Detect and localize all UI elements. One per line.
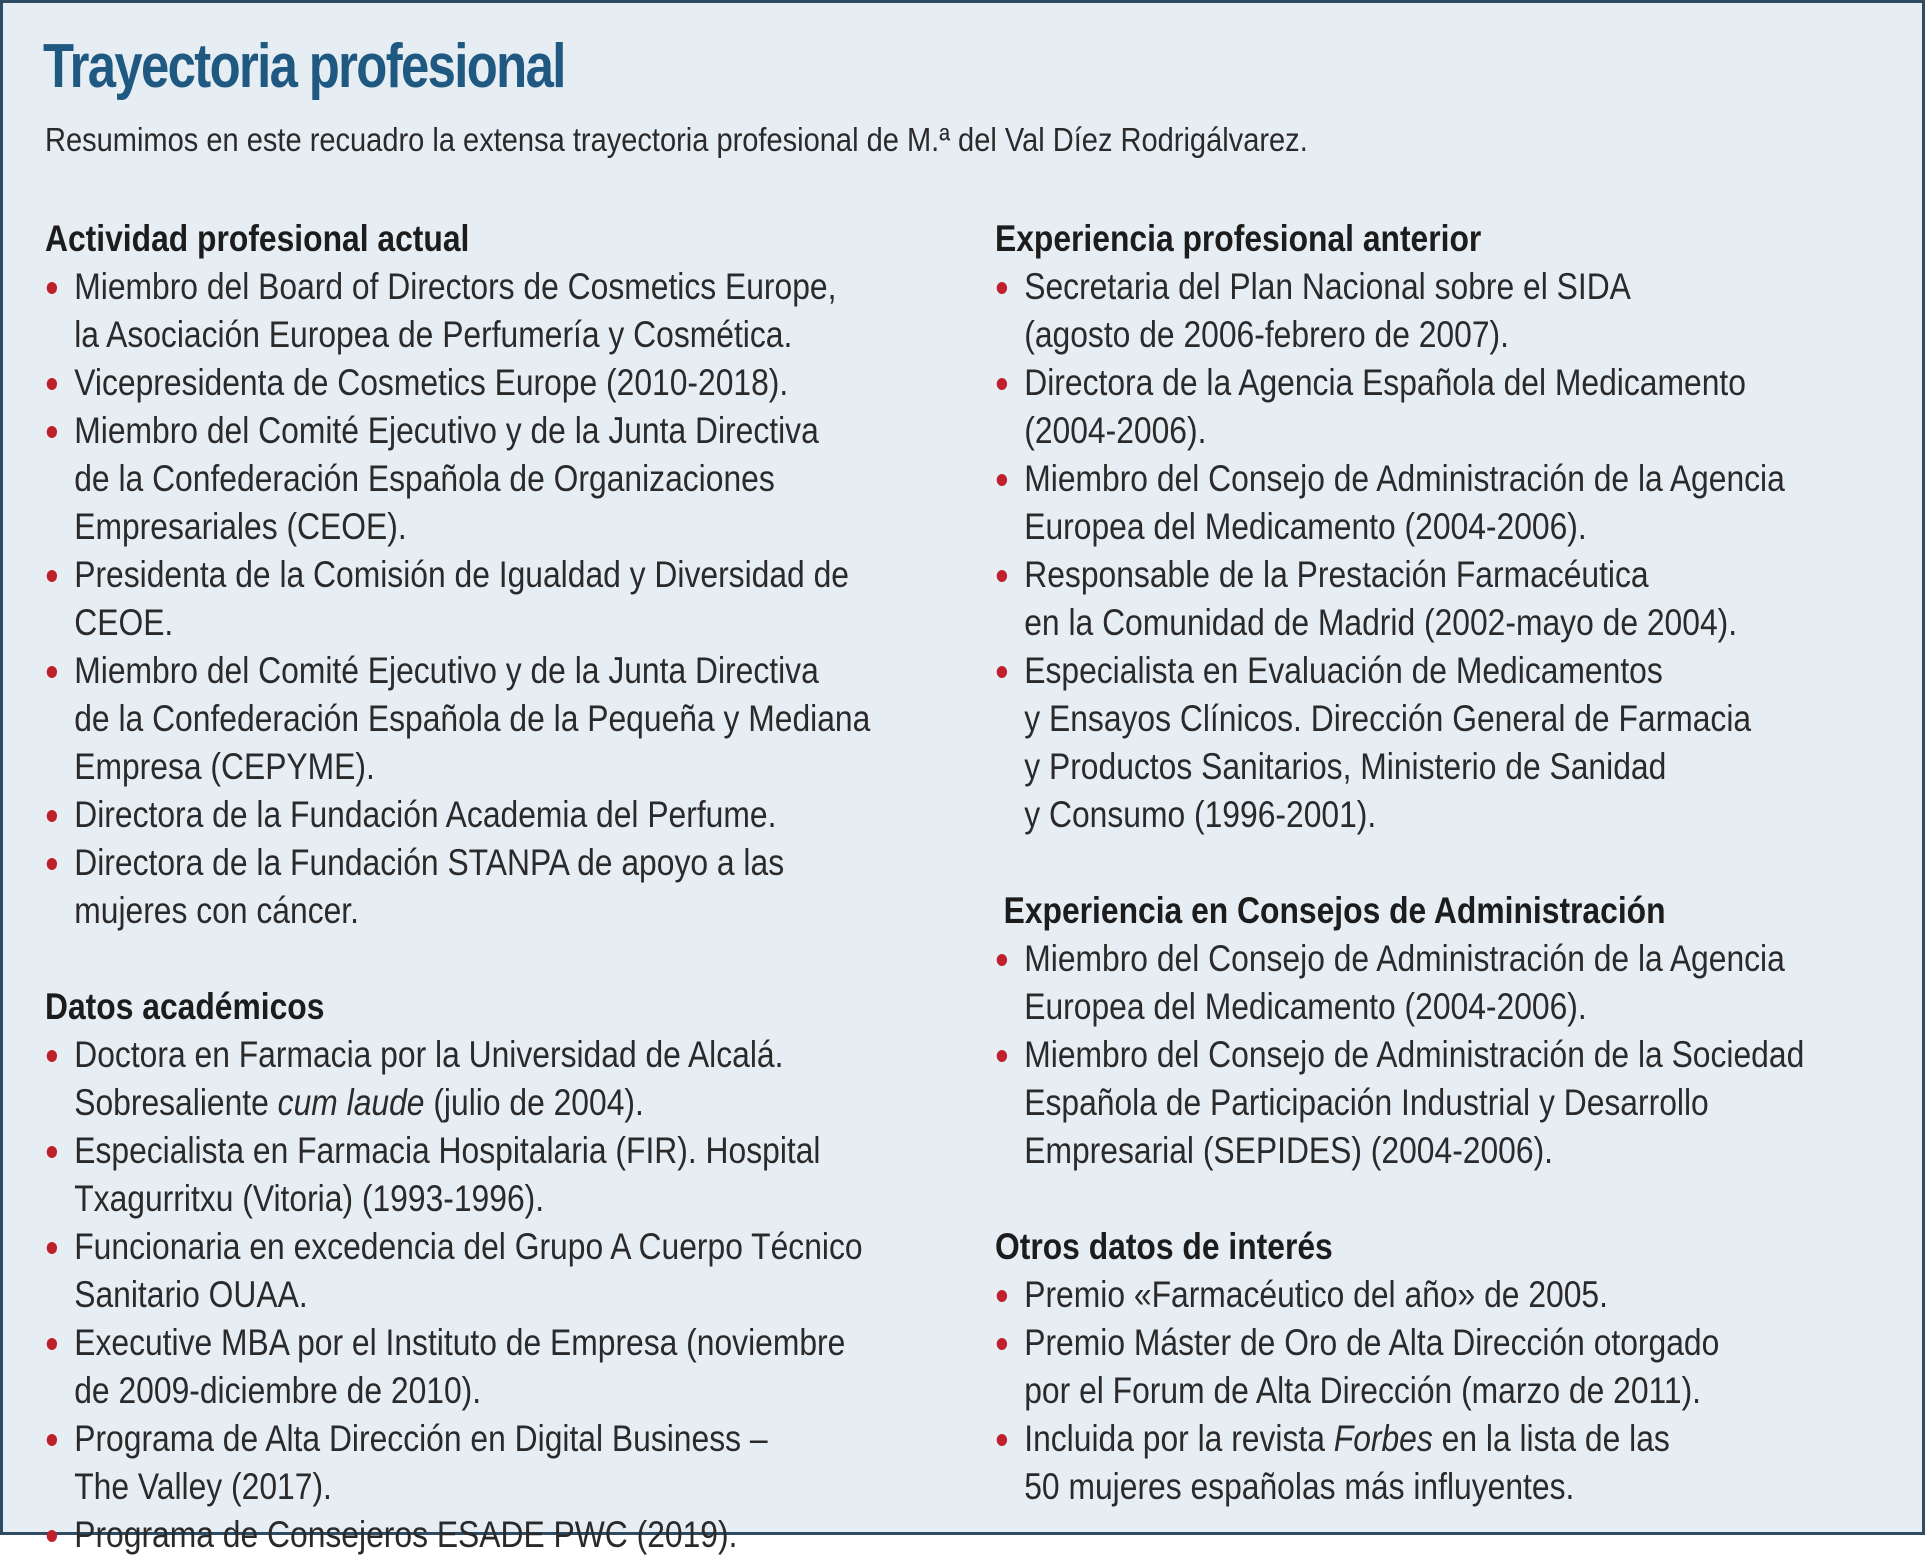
right-column bbox=[995, 215, 1907, 1511]
academic-list bbox=[45, 1031, 914, 1559]
list-item bbox=[995, 1415, 1907, 1511]
item-text: Doctora en Farmacia por la Universidad de Alcalá. Sobresaliente bbox=[74, 1034, 784, 1123]
list-item: Programa de Alta Dirección en Digital Business – The Valley (2017). bbox=[45, 1415, 914, 1511]
list-item: Miembro del Comité Ejecutivo y de la Junta Directiva de la Confederación Española de Organizaciones Empresariales (CEOE). bbox=[45, 407, 914, 551]
section-spacer bbox=[995, 1175, 1907, 1223]
left-column bbox=[45, 215, 914, 1559]
list-item: Executive MBA por el Instituto de Empresa (noviembre de 2009-diciembre de 2010). bbox=[45, 1319, 914, 1415]
list-item: Miembro del Board of Directors de Cosmetics Europe, la Asociación Europea de Perfumería y Cosmética. bbox=[45, 263, 914, 359]
item-text: (julio de 2004). bbox=[424, 1082, 644, 1123]
list-item: Directora de la Fundación Academia del Perfume. bbox=[45, 791, 914, 839]
current-activity-list bbox=[45, 263, 914, 935]
page-title: Trayectoria profesional bbox=[43, 32, 565, 101]
section-spacer bbox=[45, 935, 914, 983]
item-text: en la lista de las 50 mujeres españolas más influyentes. bbox=[1024, 1418, 1670, 1507]
item-emphasis: cum laude bbox=[277, 1082, 425, 1123]
list-item: Miembro del Consejo de Administración de la Agencia Europea del Medicamento (2004-2006). bbox=[995, 935, 1907, 1031]
section-heading-academic: Datos académicos bbox=[45, 986, 325, 1027]
list-item: Miembro del Comité Ejecutivo y de la Junta Directiva de la Confederación Española de la Pequeña y Mediana Empresa (CEPYME). bbox=[45, 647, 914, 791]
boards-list bbox=[995, 935, 1907, 1175]
item-emphasis: Forbes bbox=[1333, 1418, 1433, 1459]
list-item: Secretaria del Plan Nacional sobre el SIDA (agosto de 2006-febrero de 2007). bbox=[995, 263, 1907, 359]
list-item: Presidenta de la Comisión de Igualdad y Diversidad de CEOE. bbox=[45, 551, 914, 647]
list-item: Especialista en Evaluación de Medicamentos y Ensayos Clínicos. Dirección General de Farmacia y Productos Sanitarios, Ministerio de Sanidad y Consumo (1996-2001). bbox=[995, 647, 1907, 839]
section-heading-previous: Experiencia profesional anterior bbox=[995, 218, 1482, 259]
previous-experience-list bbox=[995, 263, 1907, 839]
list-item: Vicepresidenta de Cosmetics Europe (2010-2018). bbox=[45, 359, 914, 407]
list-item: Miembro del Consejo de Administración de la Sociedad Española de Participación Industrial y Desarrollo Empresarial (SEPIDES) (2004-2006). bbox=[995, 1031, 1907, 1175]
page-subtitle: Resumimos en este recuadro la extensa trayectoria profesional de M.ª del Val Díez Rodrigálvarez. bbox=[45, 121, 1308, 158]
list-item bbox=[45, 1031, 914, 1127]
section-heading-current: Actividad profesional actual bbox=[45, 218, 470, 259]
list-item: Premio Máster de Oro de Alta Dirección otorgado por el Forum de Alta Dirección (marzo de 2011). bbox=[995, 1319, 1907, 1415]
list-item: Directora de la Agencia Española del Medicamento (2004-2006). bbox=[995, 359, 1907, 455]
item-text: Incluida por la revista bbox=[1024, 1418, 1334, 1459]
list-item: Responsable de la Prestación Farmacéutica en la Comunidad de Madrid (2002-mayo de 2004). bbox=[995, 551, 1907, 647]
list-item: Miembro del Consejo de Administración de la Agencia Europea del Medicamento (2004-2006). bbox=[995, 455, 1907, 551]
list-item: Especialista en Farmacia Hospitalaria (FIR). Hospital Txagurritxu (Vitoria) (1993-1996). bbox=[45, 1127, 914, 1223]
section-heading-other: Otros datos de interés bbox=[995, 1226, 1333, 1267]
list-item: Funcionaria en excedencia del Grupo A Cuerpo Técnico Sanitario OUAA. bbox=[45, 1223, 914, 1319]
section-spacer bbox=[995, 839, 1907, 887]
section-heading-boards: Experiencia en Consejos de Administración bbox=[1003, 890, 1666, 931]
other-data-list bbox=[995, 1271, 1907, 1511]
list-item: Programa de Consejeros ESADE PWC (2019). bbox=[45, 1511, 914, 1559]
list-item: Premio «Farmacéutico del año» de 2005. bbox=[995, 1271, 1907, 1319]
list-item: Directora de la Fundación STANPA de apoyo a las mujeres con cáncer. bbox=[45, 839, 914, 935]
